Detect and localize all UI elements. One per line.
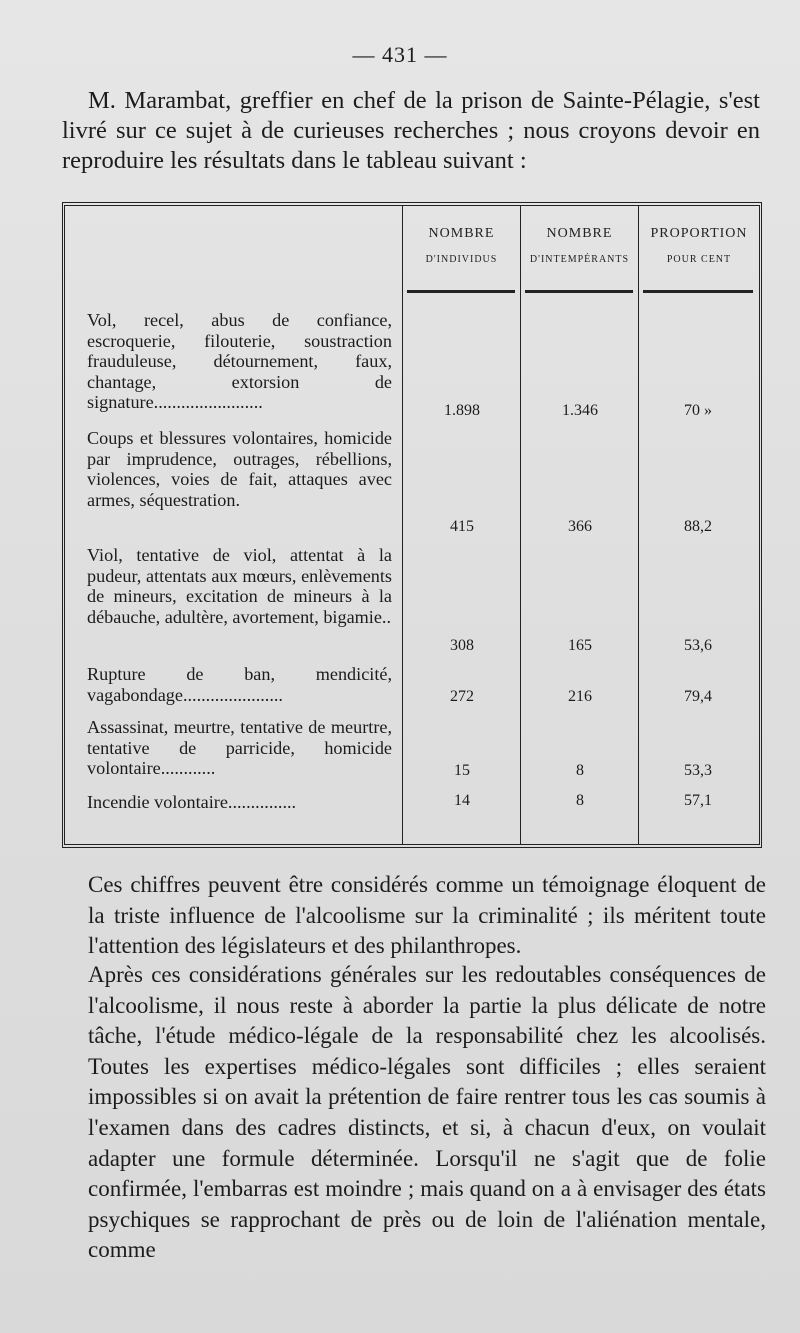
column-header-line1: NOMBRE — [428, 226, 495, 241]
cell-intemperants: 216 — [568, 688, 592, 705]
body-paragraph-1 — [88, 870, 766, 962]
cell-proportion: 53,3 — [684, 762, 712, 779]
page-number: — 431 — — [352, 42, 448, 67]
cell-individus: 272 — [450, 688, 474, 705]
body-text: Ces chiffres peuvent être considérés comme un témoignage éloquent de la triste influence de l'alcoolisme sur la criminalité ; ils méritent toute l'attention des législateurs et des philanthropes. — [88, 872, 766, 959]
header-rule — [643, 290, 753, 293]
body-paragraph-2 — [88, 960, 766, 1266]
column-divider — [638, 206, 639, 844]
cell-individus: 14 — [454, 792, 470, 809]
column-header-line2: D'INDIVIDUS — [425, 254, 498, 265]
table-row-label: Coups et blessures volontaires, homicide par imprudence, outrages, rébellions, violences, voies de fait, attaques avec armes, séquestration. — [87, 428, 392, 510]
cell-intemperants: 1.346 — [562, 402, 598, 419]
cell-intemperants: 366 — [568, 518, 592, 535]
table-row-label: Vol, recel, abus de confiance, escroquerie, filouterie, soustraction frauduleuse, détournement, faux, chantage, extorsion de signature........................ — [87, 310, 392, 412]
cell-intemperants: 8 — [576, 762, 584, 779]
header-rule — [525, 290, 633, 293]
table-row-label: Incendie volontaire............... — [87, 792, 297, 812]
column-divider — [520, 206, 521, 844]
table-row-label: Assassinat, meurtre, tentative de meurtre, tentative de parricide, homicide volontaire............ — [87, 717, 392, 778]
cell-individus: 415 — [450, 518, 474, 535]
crime-table — [62, 202, 762, 848]
cell-intemperants: 8 — [576, 792, 584, 809]
body-text: Après ces considérations générales sur les redoutables conséquences de l'alcoolisme, il nous reste à aborder la partie la plus délicate de notre tâche, l'étude médico-légale de la responsabilité chez les alcoolisés. Toutes les expertises médico-légales sont difficiles ; elles seraient impossibles si on avait la prétention de faire rentrer tous les cas soumis à l'examen dans des cadres distincts, et si, à chacun d'eux, on voulait adapter une formule déterminée. Lorsqu'il ne s'agit que de folie confirmée, l'embarras est moindre ; mais quand on a à envisager des états psychiques se rapprochant de près ou de loin de l'aliénation mentale, comme — [88, 962, 766, 1263]
cell-individus: 15 — [454, 762, 470, 779]
intro-text: M. Marambat, greffier en chef de la prison de Sainte-Pélagie, s'est livré sur ce sujet à de curieuses recherches ; nous croyons devoir en reproduire les résultats dans le tableau suivant : — [62, 87, 760, 174]
column-header-line1: PROPORTION — [650, 226, 748, 241]
column-header-individus — [403, 226, 520, 265]
header-rule — [407, 290, 515, 293]
table-row-label: Rupture de ban, mendicité, vagabondage...................... — [87, 664, 392, 705]
cell-proportion: 70 » — [684, 402, 712, 419]
cell-individus: 308 — [450, 637, 474, 654]
column-header-line1: NOMBRE — [546, 226, 613, 241]
column-header-line2: POUR CENT — [666, 254, 732, 265]
cell-proportion: 79,4 — [684, 688, 712, 705]
cell-intemperants: 165 — [568, 637, 592, 654]
cell-individus: 1.898 — [444, 402, 480, 419]
cell-proportion: 88,2 — [684, 518, 712, 535]
column-divider — [402, 206, 403, 844]
column-header-line2: D'INTEMPÉRANTS — [529, 254, 630, 265]
cell-proportion: 57,1 — [684, 792, 712, 809]
cell-proportion: 53,6 — [684, 637, 712, 654]
column-header-intemperants — [521, 226, 638, 265]
table-row-label: Viol, tentative de viol, attentat à la pudeur, attentats aux mœurs, enlèvements de mineurs, excitation de mineurs à la débauche, adultère, avortement, bigamie.. — [87, 545, 392, 627]
column-header-proportion — [639, 226, 759, 265]
intro-paragraph — [62, 86, 760, 176]
